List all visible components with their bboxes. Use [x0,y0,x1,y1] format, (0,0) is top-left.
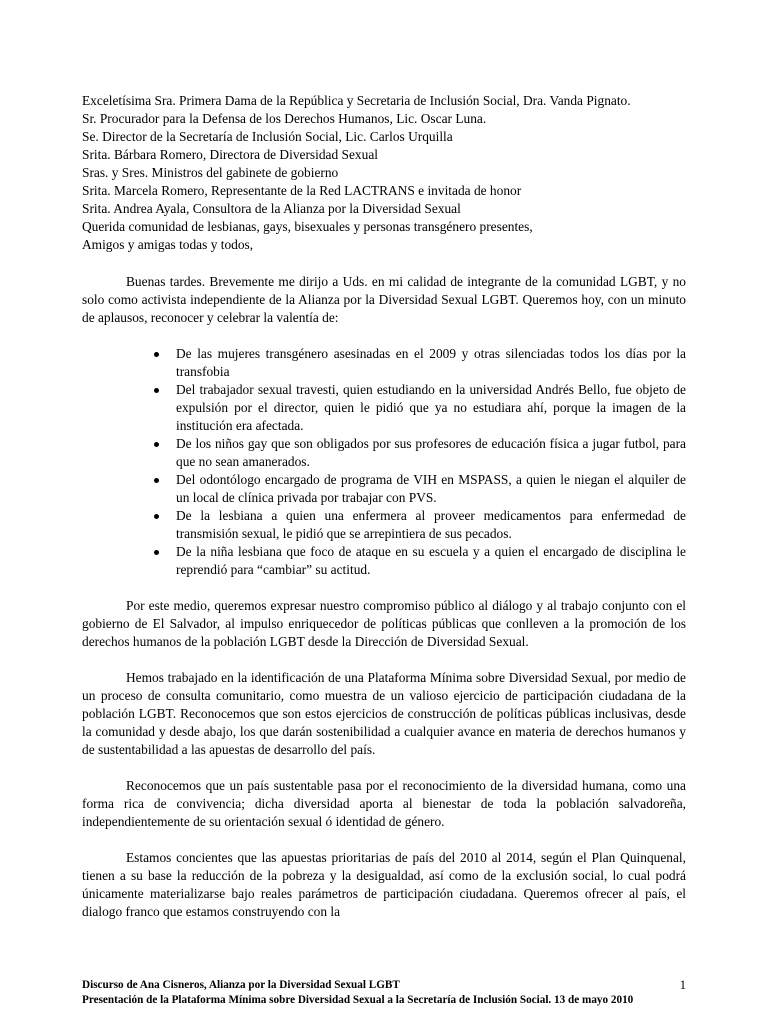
body-paragraph: Reconocemos que un país sustentable pasa por el reconocimiento de la diversidad humana, como una forma rica de convivencia; dicha diversidad aporta al bienestar de toda la población salvadoreña, independientemente de su orientación sexual ó identidad de género. [82,778,686,829]
salutation-line: Srita. Bárbara Romero, Directora de Diversidad Sexual [82,147,378,162]
body-paragraph: Por este medio, queremos expresar nuestro compromiso público al diálogo y al trabajo conjunto con el gobierno de El Salvador, al impulso enriquecedor de políticas públicas que conlleven a la promoción de los derechos humanos de la población LGBT desde la Dirección de Diversidad Sexual. [82,598,686,649]
bullet-item: De las mujeres transgénero asesinadas en el 2009 y otras silenciadas todos los días por la transfobia [148,345,686,381]
footer-line [82,978,686,993]
salutation-line: Se. Director de la Secretaría de Inclusión Social, Lic. Carlos Urquilla [82,129,453,144]
intro-paragraph: Buenas tardes. Brevemente me dirijo a Uds. en mi calidad de integrante de la comunidad LGBT, y no solo como activista independiente de la Alianza por la Diversidad Sexual LGBT. Queremos hoy, con un minuto de aplausos, reconocer y celebrar la valentía de: [82,274,686,325]
salutation-line: Exceletísima Sra. Primera Dama de la República y Secretaria de Inclusión Social, Dra. Vanda Pignato. [82,93,631,108]
page-footer [82,978,686,1007]
document-body [82,92,686,921]
salutation-line: Querida comunidad de lesbianas, gays, bisexuales y personas transgénero presentes, [82,219,533,234]
bullet-item: Del odontólogo encargado de programa de VIH en MSPASS, a quien le niegan el alquiler de un local de clínica privada por trabajar con PVS. [148,471,686,507]
salutation-line: Srita. Andrea Ayala, Consultora de la Alianza por la Diversidad Sexual [82,201,461,216]
bullet-list [82,345,686,579]
body-paragraph: Estamos concientes que las apuestas prioritarias de país del 2010 al 2014, según el Plan Quinquenal, tienen a su base la reducción de la pobreza y la desigualdad, así como de la exclusión social, lo cual podrá únicamente materializarse bajo reales parámetros de participación ciudadana. Queremos ofrecer al país, el dialogo franco que estamos construyendo con la [82,850,686,919]
salutation-line: Sr. Procurador para la Defensa de los Derechos Humanos, Lic. Oscar Luna. [82,111,487,126]
bullet-item: Del trabajador sexual travesti, quien estudiando en la universidad Andrés Bello, fue objeto de expulsión por el director, quien le pidió que ya no estudiara ahí, porque la imagen de la institución era afectada. [148,381,686,435]
salutation-line: Sras. y Sres. Ministros del gabinete de gobierno [82,165,339,180]
footer-presentation-title: Presentación de la Plataforma Mínima sobre Diversidad Sexual a la Secretaría de Inclusión Social. 13 de mayo 2010 [82,993,634,1006]
page-number: 1 [679,978,686,992]
salutation-block [82,92,686,254]
bullet-item: De la lesbiana a quien una enfermera al proveer medicamentos para enfermedad de transmisión sexual, le pidió que se arrepintiera de sus pecados. [148,507,686,543]
bullet-item: De los niños gay que son obligados por sus profesores de educación física a jugar futbol, para que no sean amanerados. [148,435,686,471]
body-paragraph: Hemos trabajado en la identificación de una Plataforma Mínima sobre Diversidad Sexual, por medio de un proceso de consulta comunitario, como muestra de un valioso ejercicio de participación ciudadana de la población LGBT. Reconocemos que son estos ejercicios de construcción de políticas públicas inclusivas, desde la comunidad y desde abajo, los que darán sostenibilidad a cualquier avance en materia de derechos humanos y de sustentabilidad a las apuestas de desarrollo del país. [82,670,686,757]
footer-speech-title: Discurso de Ana Cisneros, Alianza por la Diversidad Sexual LGBT [82,979,400,991]
bullet-item: De la niña lesbiana que foco de ataque en su escuela y a quien el encargado de disciplina le reprendió para “cambiar” su actitud. [148,543,686,579]
salutation-line: Amigos y amigas todas y todos, [82,237,254,252]
salutation-line: Srita. Marcela Romero, Representante de la Red LACTRANS e invitada de honor [82,183,522,198]
